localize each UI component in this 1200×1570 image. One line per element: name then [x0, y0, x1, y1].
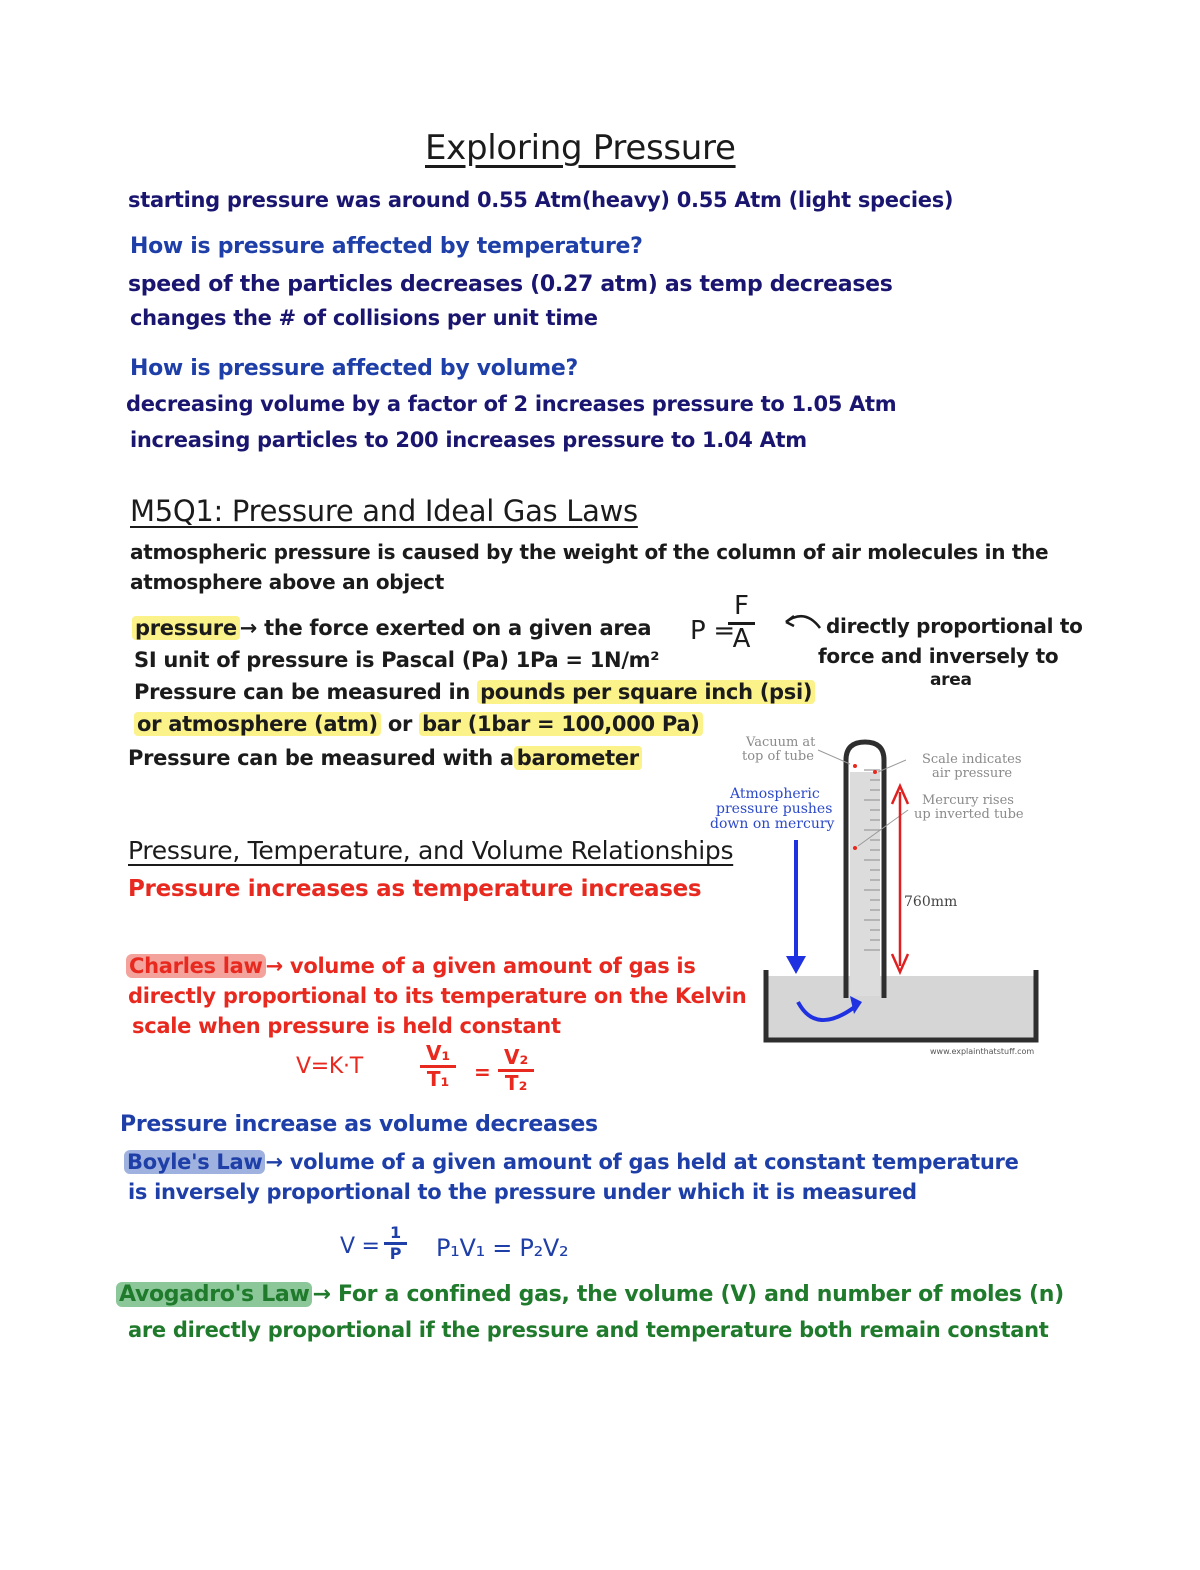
barometer-prefix: Pressure can be measured with a — [128, 746, 514, 770]
mercury-label-1: Mercury rises — [922, 793, 1014, 808]
charles-equation: V=K·T — [296, 1054, 363, 1079]
charles-fraction-2 — [498, 1046, 534, 1095]
si-unit-line: SI unit of pressure is Pascal (Pa) 1Pa = 1N/m² — [134, 648, 660, 672]
answer-volume-1: decreasing volume by a factor of 2 increases pressure to 1.05 Atm — [126, 392, 897, 416]
pressure-term: pressure — [132, 616, 240, 640]
formula-numerator: F — [728, 592, 755, 625]
atm-label-1: Atmospheric — [730, 786, 820, 802]
vacuum-label-2: top of tube — [742, 749, 814, 764]
charles-line-1 — [126, 954, 696, 978]
atmospheric-line-2: atmosphere above an object — [130, 570, 444, 594]
barometer-line — [128, 746, 642, 770]
boyle-equation: P₁V₁ = P₂V₂ — [436, 1234, 569, 1262]
atm-unit: or atmosphere (atm) — [134, 712, 381, 736]
psi-unit: pounds per square inch (psi) — [477, 680, 815, 704]
boyle-def-1: → volume of a given amount of gas held at constant temperature — [265, 1150, 1019, 1174]
atmospheric-line-1: atmospheric pressure is caused by the weight of the column of air molecules in the — [130, 540, 1049, 564]
height-label: 760mm — [904, 894, 958, 910]
charles-v2: V₂ — [498, 1046, 534, 1072]
boyle-numerator: 1 — [384, 1224, 407, 1245]
atm-label-3: down on mercury — [710, 816, 835, 832]
formula-note-2: force and inversely to — [818, 644, 1059, 668]
formula-denominator: A — [732, 623, 751, 654]
charles-term: Charles law — [126, 954, 266, 978]
charles-line-2: directly proportional to its temperature on the Kelvin — [128, 984, 747, 1008]
mercury-label-2: up inverted tube — [914, 807, 1024, 822]
boyle-line-2: is inversely proportional to the pressure under which it is measured — [128, 1180, 917, 1204]
or-word: or — [387, 712, 413, 736]
answer-temperature-1: speed of the particles decreases (0.27 atm) as temp decreases — [128, 272, 893, 297]
relationship-volume: Pressure increase as volume decreases — [120, 1112, 598, 1137]
atm-label-2: pressure pushes — [716, 801, 833, 817]
boyle-eq-lhs: V = — [340, 1234, 380, 1259]
charles-t2: T₂ — [504, 1071, 528, 1095]
mercury-dish — [766, 976, 1036, 1040]
relationship-temperature: Pressure increases as temperature increases — [128, 876, 702, 902]
starting-pressure-line: starting pressure was around 0.55 Atm(heavy) 0.55 Atm (light species) — [128, 188, 954, 212]
boyle-fraction — [384, 1224, 407, 1264]
avogadro-line-1 — [116, 1282, 1064, 1307]
ptv-heading: Pressure, Temperature, and Volume Relationships — [128, 836, 734, 865]
scale-label-1: Scale indicates — [922, 752, 1022, 767]
atm-bar-line — [134, 712, 703, 736]
measured-prefix: Pressure can be measured in — [134, 680, 471, 704]
avogadro-term: Avogadro's Law — [116, 1282, 312, 1307]
formula-note-3: area — [930, 670, 972, 690]
charles-t1: T₁ — [426, 1067, 450, 1091]
formula-lhs: P = — [690, 616, 735, 646]
formula-note-1: directly proportional to — [826, 614, 1083, 638]
pressure-definition-line — [132, 616, 651, 640]
curved-arrow-icon — [780, 608, 825, 638]
vacuum-label-1: Vacuum at — [746, 735, 816, 750]
bar-unit: bar (1bar = 100,000 Pa) — [419, 712, 703, 736]
m5q1-heading: M5Q1: Pressure and Ideal Gas Laws — [130, 494, 638, 528]
tube-mercury — [850, 746, 880, 996]
page-title: Exploring Pressure — [425, 128, 736, 168]
answer-temperature-2: changes the # of collisions per unit time — [130, 306, 598, 330]
charles-def-1: → volume of a given amount of gas is — [265, 954, 696, 978]
question-temperature: How is pressure affected by temperature? — [130, 234, 643, 259]
avogadro-def-1: → For a confined gas, the volume (V) and number of moles (n) — [312, 1282, 1064, 1307]
measured-in-line — [134, 680, 815, 704]
boyle-denominator: P — [389, 1244, 402, 1264]
barometer-term: barometer — [514, 746, 642, 770]
answer-volume-2: increasing particles to 200 increases pressure to 1.04 Atm — [130, 428, 807, 452]
barometer-diagram — [700, 730, 1040, 1060]
formula-fraction — [728, 592, 755, 655]
avogadro-line-2: are directly proportional if the pressure and temperature both remain constant — [128, 1318, 1049, 1342]
charles-line-3: scale when pressure is held constant — [132, 1014, 561, 1038]
charles-v1: V₁ — [420, 1042, 456, 1068]
boyle-line-1 — [124, 1150, 1019, 1174]
charles-fraction-1 — [420, 1042, 456, 1091]
question-volume: How is pressure affected by volume? — [130, 356, 578, 381]
charles-equals: = — [474, 1060, 491, 1084]
boyle-term: Boyle's Law — [124, 1150, 265, 1174]
tube-vacuum — [850, 746, 880, 772]
pressure-definition: → the force exerted on a given area — [239, 616, 652, 640]
scale-label-2: air pressure — [932, 766, 1013, 781]
source-credit: www.explainthatstuff.com — [930, 1047, 1035, 1056]
